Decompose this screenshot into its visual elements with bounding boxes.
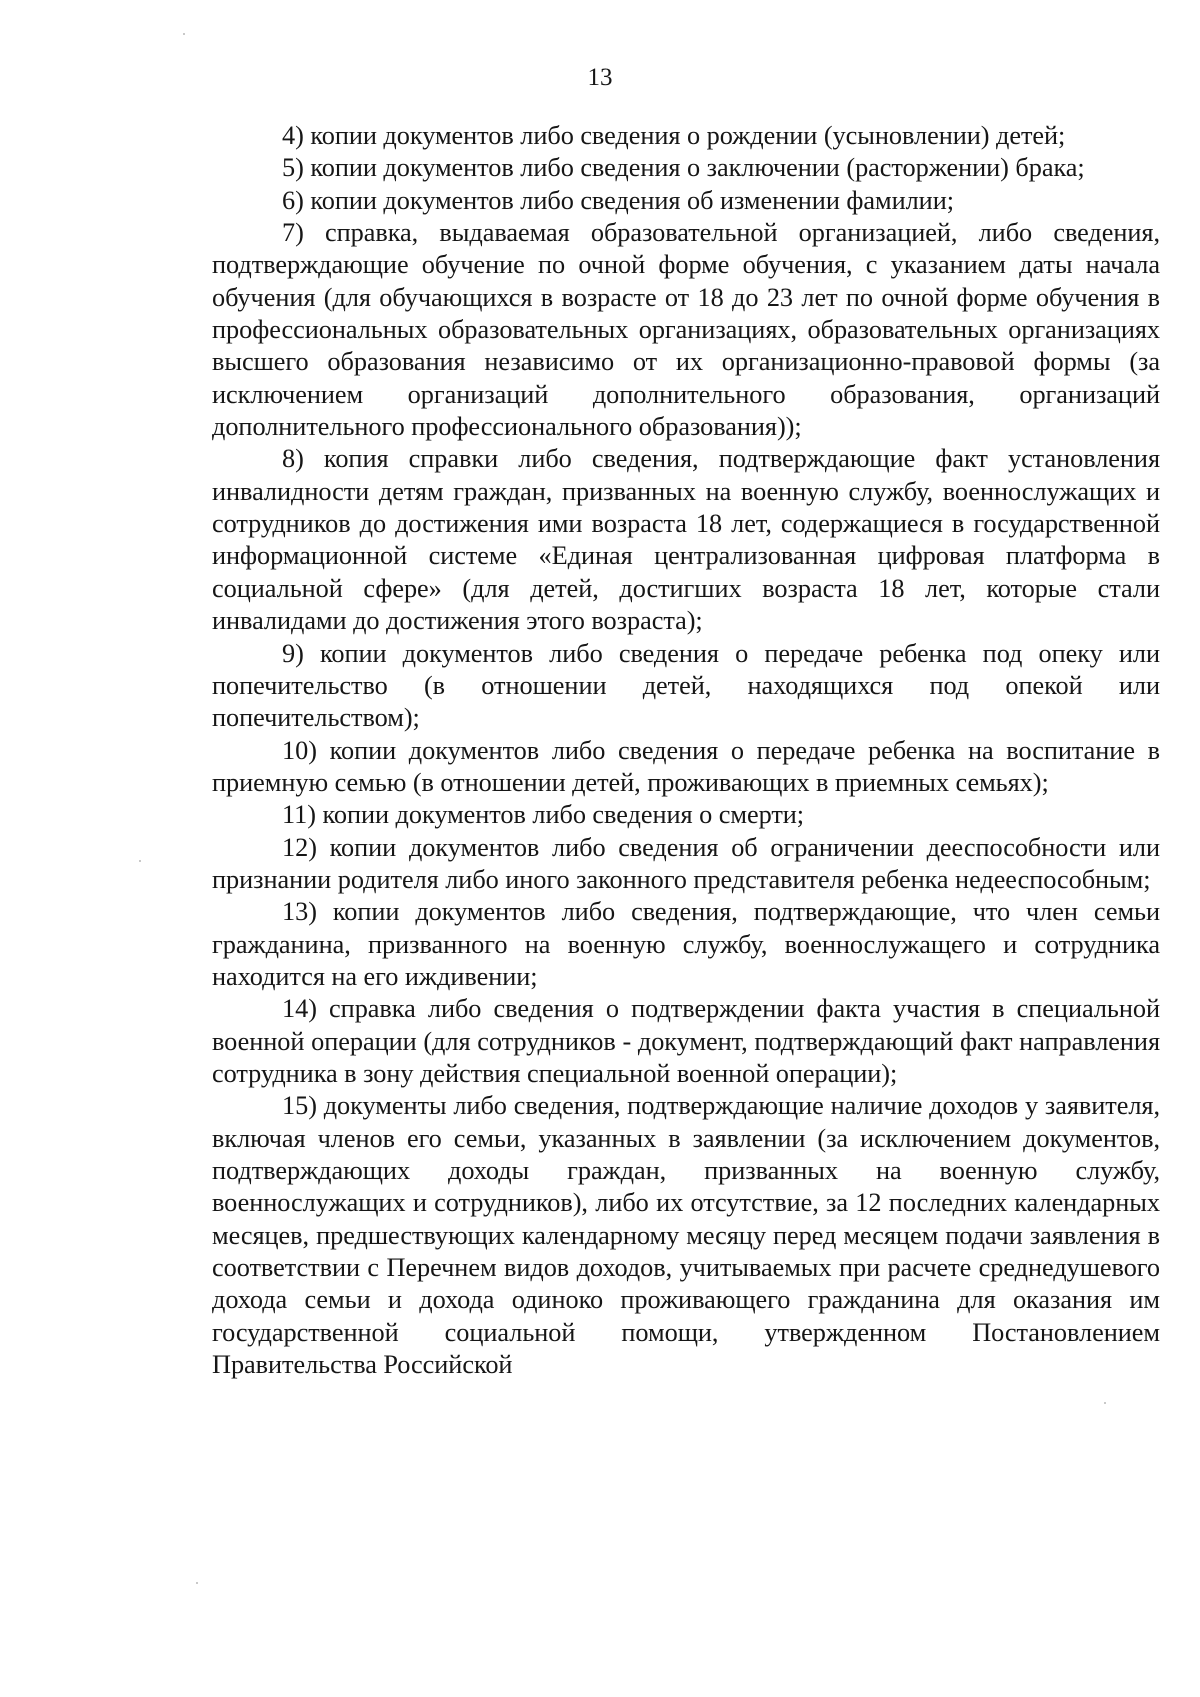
page-number: 13 — [587, 64, 613, 91]
list-item: 11) копии документов либо сведения о смерти; — [282, 800, 805, 830]
list-item: 9) копии документов либо сведения о передаче ребенка под опеку или попечительство (в отношении детей, находящихся под опекой или попечительством); — [212, 638, 1160, 733]
scan-speck — [1104, 1402, 1106, 1404]
document-body — [212, 120, 1160, 1381]
list-item: 14) справка либо сведения о подтверждении факта участия в специальной военной операции (для сотрудников - документ, подтверждающий факт направления сотрудника в зону действия специальной военной операции); — [212, 994, 1160, 1088]
scan-speck — [196, 1582, 198, 1584]
scan-speck — [139, 860, 141, 862]
scan-speck — [183, 33, 185, 35]
list-item: 5) копии документов либо сведения о заключении (расторжении) брака; — [282, 153, 1085, 183]
list-item: 15) документы либо сведения, подтверждающие наличие доходов у заявителя, включая членов его семьи, указанных в заявлении (за исключением документов, подтверждающих доходы граждан, призванных на военную службу, военнослужащих и сотрудников), либо их отсутствие, за 12 последних календарных месяцев, предшествующих календарному месяцу перед месяцем подачи заявления в соответствии с Перечнем видов доходов, учитываемых при расчете среднедушевого дохода семьи и дохода одиноко проживающего гражданина для оказания им государственной социальной помощи, утвержденном Постановлением Правительства Российской — [212, 1091, 1160, 1380]
list-item: 10) копии документов либо сведения о передаче ребенка на воспитание в приемную семью (в отношении детей, проживающих в приемных семьях); — [212, 735, 1160, 797]
list-item: 4) копии документов либо сведения о рождении (усыновлении) детей; — [282, 121, 1066, 150]
list-item: 8) копия справки либо сведения, подтверждающие факт установления инвалидности детям граждан, призванных на военную службу, военнослужащих и сотрудников до достижения ими возраста 18 лет, содержащиеся в государственной информационной системе «Единая централизованная цифровая платформа в социальной сфере» (для детей, достигших возраста 18 лет, которые стали инвалидами до достижения этого возраста); — [212, 444, 1160, 636]
list-item: 13) копии документов либо сведения, подтверждающие, что член семьи гражданина, призванного на военную службу, военнослужащего и сотрудника находится на его иждивении; — [212, 897, 1160, 991]
list-item: 7) справка, выдаваемая образовательной организацией, либо сведения, подтверждающие обучение по очной форме обучения, с указанием даты начала обучения (для обучающихся в возрасте от 18 до 23 лет по очной форме обучения в профессиональных образовательных организациях, образовательных организациях высшего образования независимо от их организационно-правовой формы (за исключением организаций дополнительного образования, организаций дополнительного профессионального образования)); — [212, 218, 1160, 442]
list-item: 12) копии документов либо сведения об ограничении дееспособности или признании родителя либо иного законного представителя ребенка недееспособным; — [212, 832, 1160, 894]
list-item: 6) копии документов либо сведения об изменении фамилии; — [282, 185, 954, 215]
